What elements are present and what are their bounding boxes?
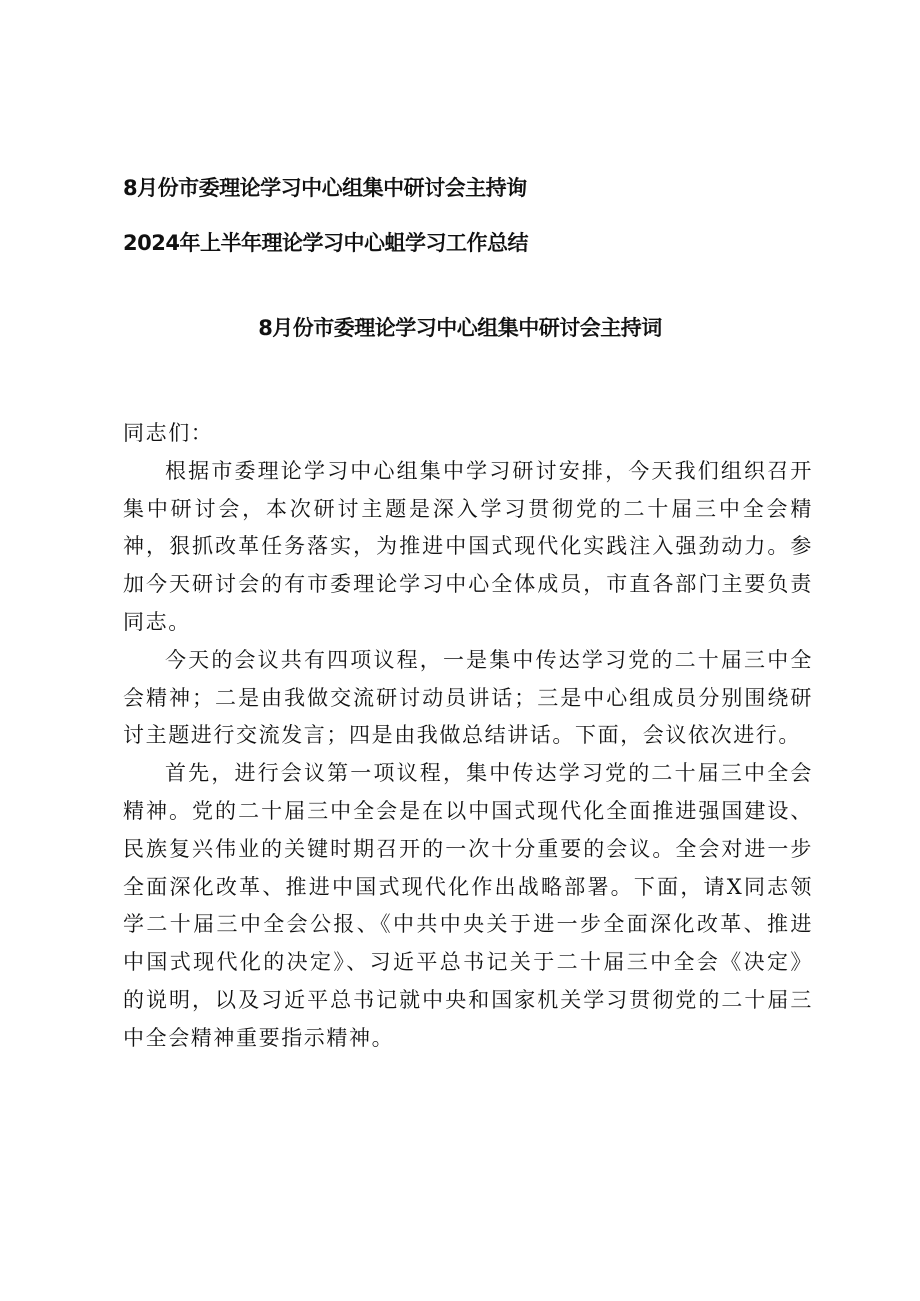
document-title: 8月份市委理论学习中心组集中研讨会主持词 xyxy=(258,316,662,340)
toc-item-2: 2024年上半年理论学习中心蛆学习工作总结 xyxy=(123,231,528,255)
toc-item-1: 8月份市委理论学习中心组集中研讨会主持询 xyxy=(123,176,527,200)
paragraph-1: 根据市委理论学习中心组集中学习研讨安排，今天我们组织召开集中研讨会，本次研讨主题是深入学习贯彻党的二十届三中全会精神，狠抓改革任务落实，为推进中国式现代化实践注入强劲动力。参加今天研讨会的有市委理论学习中心全体成员，市直各部门主要负责同志。 xyxy=(123,458,813,634)
paragraph-2: 今天的会议共有四项议程，一是集中传达学习党的二十届三中全会精神；二是由我做交流研讨动员讲话；三是中心组成员分别围绕研讨主题进行交流发言；四是由我做总结讲话。下面，会议依次进行。 xyxy=(123,647,813,748)
salutation: 同志们： xyxy=(123,421,214,445)
document-body xyxy=(123,415,813,1058)
paragraph-3: 首先，进行会议第一项议程，集中传达学习党的二十届三中全会精神。党的二十届三中全会是在以中国式现代化全面推进强国建设、民族复兴伟业的关键时期召开的一次十分重要的会议。全会对进一步全面深化改革、推进中国式现代化作出战略部署。下面，请X同志领学二十届三中全会公报、《中共中央关于进一步全面深化改革、推进中国式现代化的决定》、习近平总书记关于二十届三中全会《决定》的说明，以及习近平总书记就中央和国家机关学习贯彻党的二十届三中全会精神重要指示精神。 xyxy=(123,761,813,1050)
